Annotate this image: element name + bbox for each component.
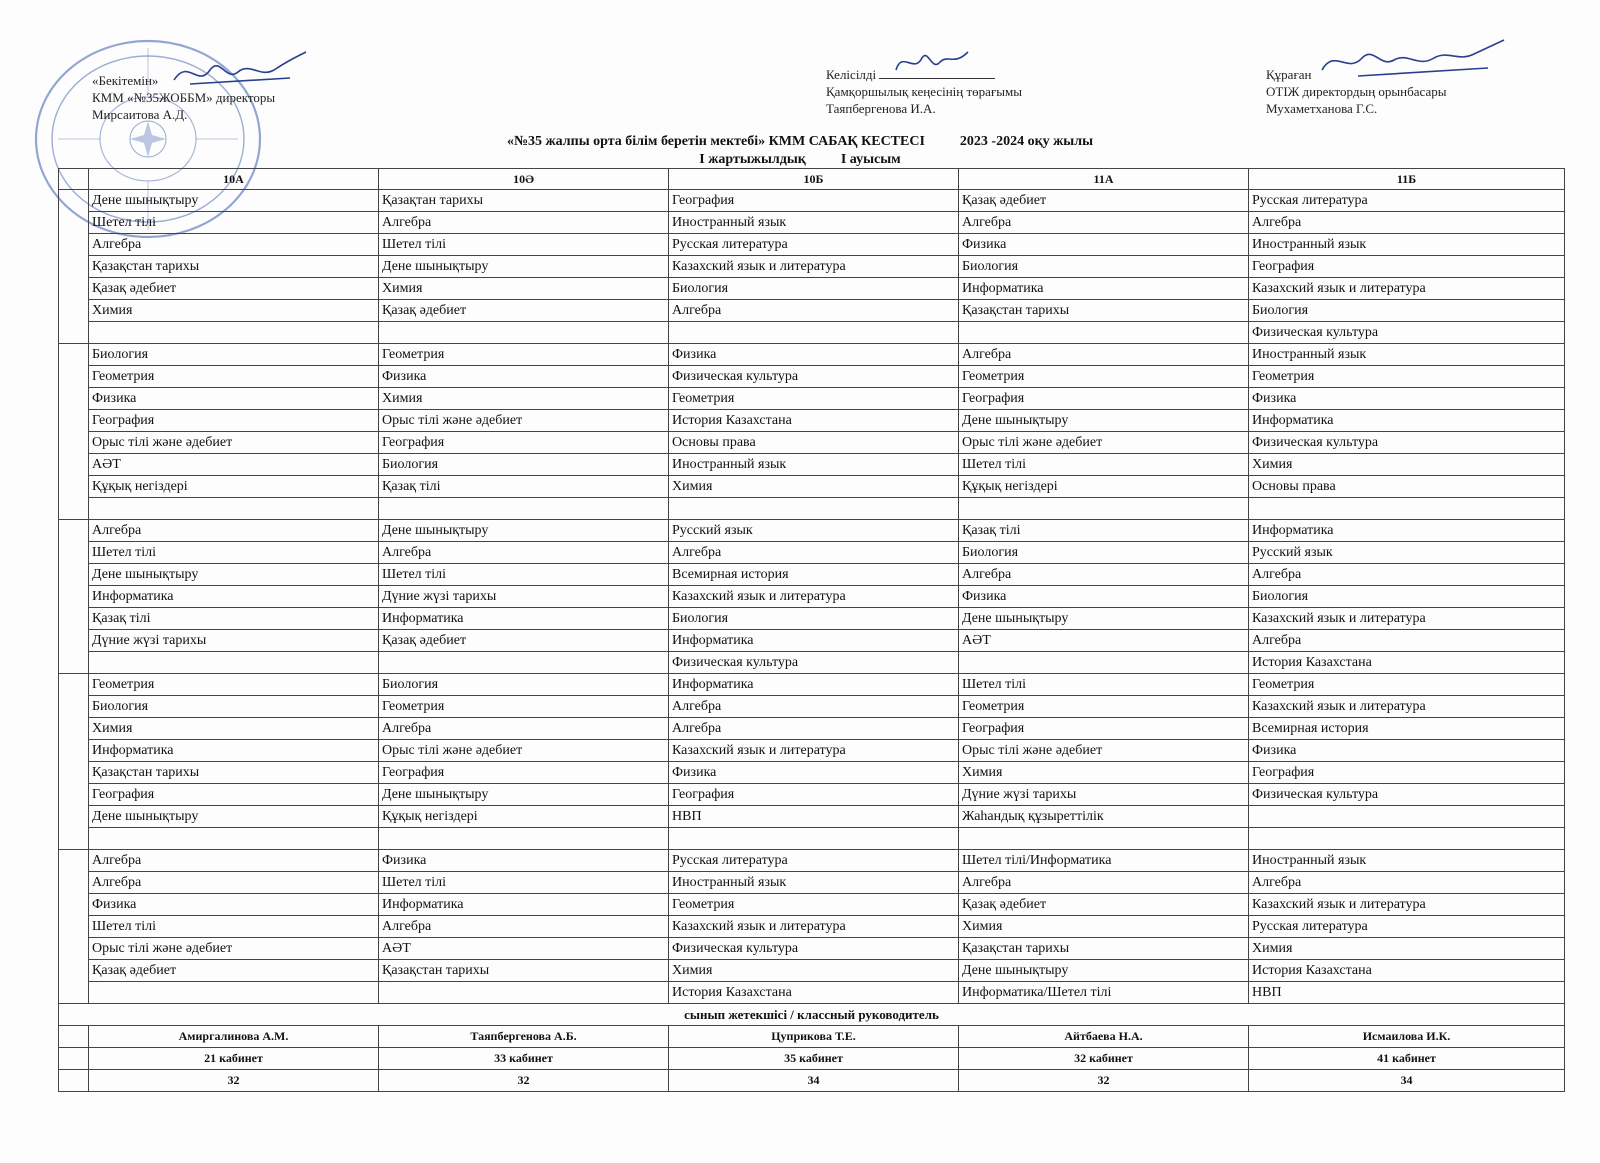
lesson-cell: Казахский язык и литература bbox=[1249, 894, 1565, 916]
director-signature bbox=[170, 48, 310, 98]
lesson-row bbox=[59, 278, 1565, 300]
lesson-row bbox=[59, 212, 1565, 234]
lesson-cell bbox=[669, 828, 959, 850]
homeroom-title-row bbox=[59, 1004, 1565, 1026]
lesson-cell: Алгебра bbox=[669, 300, 959, 322]
lesson-cell: Шетел тілі bbox=[89, 542, 379, 564]
lesson-cell: НВП bbox=[669, 806, 959, 828]
lesson-cell: Геометрия bbox=[89, 366, 379, 388]
lesson-row bbox=[59, 520, 1565, 542]
lesson-cell: Информатика bbox=[89, 740, 379, 762]
lesson-cell: Геометрия bbox=[669, 894, 959, 916]
lesson-cell: Химия bbox=[89, 300, 379, 322]
lesson-cell: Иностранный язык bbox=[669, 212, 959, 234]
lesson-row bbox=[59, 674, 1565, 696]
lesson-row bbox=[59, 828, 1565, 850]
corner-cell bbox=[59, 169, 89, 190]
approval-mid-line1: Келісілді bbox=[826, 67, 877, 82]
lesson-row bbox=[59, 190, 1565, 212]
title-year: 2023 -2024 оқу жылы bbox=[959, 134, 1094, 149]
class-header: 11Б bbox=[1249, 169, 1565, 190]
lesson-cell: Иностранный язык bbox=[1249, 850, 1565, 872]
lesson-row bbox=[59, 696, 1565, 718]
footer-counts-cell: 34 bbox=[669, 1070, 959, 1092]
lesson-cell bbox=[379, 982, 669, 1004]
approval-mid-line2: Қамқоршылық кеңесінің төрағымы bbox=[826, 84, 1022, 99]
lesson-cell: Қазақстан тарихы bbox=[89, 762, 379, 784]
footer-rooms-cell: 41 кабинет bbox=[1249, 1048, 1565, 1070]
lesson-cell: Орыс тілі және әдебиет bbox=[89, 432, 379, 454]
lesson-cell bbox=[959, 322, 1249, 344]
lesson-cell bbox=[669, 322, 959, 344]
lesson-cell: Русский язык bbox=[669, 520, 959, 542]
title-half: I жартыжылдық bbox=[699, 152, 806, 167]
lesson-cell: Дене шынықтыру bbox=[89, 190, 379, 212]
lesson-cell bbox=[959, 828, 1249, 850]
lesson-cell: Биология bbox=[89, 696, 379, 718]
lesson-cell: Химия bbox=[959, 916, 1249, 938]
footer-counts-cell: 32 bbox=[89, 1070, 379, 1092]
lesson-cell: Геометрия bbox=[959, 696, 1249, 718]
lesson-cell: Алгебра bbox=[1249, 564, 1565, 586]
lesson-cell: Қазақ әдебиет bbox=[379, 630, 669, 652]
lesson-cell: Химия bbox=[379, 388, 669, 410]
lesson-cell: Химия bbox=[669, 960, 959, 982]
lesson-cell: Алгебра bbox=[959, 212, 1249, 234]
document-title bbox=[0, 134, 1600, 150]
lesson-cell: АӘТ bbox=[379, 938, 669, 960]
lesson-cell: Казахский язык и литература bbox=[669, 586, 959, 608]
lesson-cell: Физика bbox=[89, 388, 379, 410]
lesson-cell: Алгебра bbox=[89, 520, 379, 542]
lesson-cell: АӘТ bbox=[89, 454, 379, 476]
lesson-cell: Дүние жүзі тарихы bbox=[959, 784, 1249, 806]
lesson-cell: Информатика bbox=[669, 674, 959, 696]
lesson-cell: Алгебра bbox=[379, 212, 669, 234]
lesson-row bbox=[59, 542, 1565, 564]
lesson-cell bbox=[89, 652, 379, 674]
lesson-row bbox=[59, 498, 1565, 520]
lesson-cell: Физика bbox=[379, 850, 669, 872]
lesson-cell: Казахский язык и литература bbox=[669, 916, 959, 938]
class-header: 10Ә bbox=[379, 169, 669, 190]
lesson-cell: Биология bbox=[89, 344, 379, 366]
lesson-row bbox=[59, 718, 1565, 740]
lesson-cell: Дене шынықтыру bbox=[959, 410, 1249, 432]
lesson-cell: Биология bbox=[959, 542, 1249, 564]
lesson-cell: Казахский язык и литература bbox=[669, 740, 959, 762]
lesson-cell: География bbox=[959, 718, 1249, 740]
lesson-cell: Русская литература bbox=[1249, 916, 1565, 938]
lesson-cell: Физическая культура bbox=[1249, 784, 1565, 806]
lesson-cell: Казахский язык и литература bbox=[1249, 278, 1565, 300]
council-signature bbox=[892, 44, 972, 80]
lesson-cell: География bbox=[959, 388, 1249, 410]
lesson-cell: Биология bbox=[1249, 300, 1565, 322]
lesson-cell: Дене шынықтыру bbox=[959, 960, 1249, 982]
lesson-cell: Физическая культура bbox=[669, 652, 959, 674]
lesson-cell: Алгебра bbox=[379, 542, 669, 564]
lesson-cell bbox=[379, 498, 669, 520]
lesson-cell: Орыс тілі және әдебиет bbox=[379, 410, 669, 432]
lesson-cell: Информатика bbox=[89, 586, 379, 608]
schedule-table bbox=[58, 168, 1565, 1092]
lesson-cell: Всемирная история bbox=[669, 564, 959, 586]
lesson-cell: Геометрия bbox=[379, 344, 669, 366]
deputy-signature bbox=[1318, 36, 1508, 84]
lesson-cell bbox=[959, 652, 1249, 674]
lesson-row bbox=[59, 388, 1565, 410]
lesson-cell: Геометрия bbox=[379, 696, 669, 718]
lesson-row bbox=[59, 982, 1565, 1004]
lesson-cell bbox=[1249, 498, 1565, 520]
lesson-cell: Физика bbox=[959, 586, 1249, 608]
lesson-row bbox=[59, 586, 1565, 608]
lesson-cell: Алгебра bbox=[669, 718, 959, 740]
lesson-cell: Қазақ тілі bbox=[959, 520, 1249, 542]
lesson-cell: Информатика bbox=[1249, 410, 1565, 432]
lesson-row bbox=[59, 344, 1565, 366]
lesson-row bbox=[59, 652, 1565, 674]
lesson-cell: Русская литература bbox=[669, 234, 959, 256]
lesson-cell: Информатика bbox=[379, 894, 669, 916]
lesson-cell bbox=[379, 828, 669, 850]
lesson-cell: Дене шынықтыру bbox=[379, 784, 669, 806]
lesson-cell: Алгебра bbox=[89, 850, 379, 872]
lesson-cell: Химия bbox=[379, 278, 669, 300]
lesson-cell: Қазақ әдебиет bbox=[379, 300, 669, 322]
lesson-cell: Физика bbox=[1249, 740, 1565, 762]
lesson-cell: Шетел тілі bbox=[89, 212, 379, 234]
lesson-cell: География bbox=[89, 410, 379, 432]
lesson-cell: Физика bbox=[1249, 388, 1565, 410]
footer-teachers-cell: Таяпбергенова А.Б. bbox=[379, 1026, 669, 1048]
lesson-cell: Информатика/Шетел тілі bbox=[959, 982, 1249, 1004]
lesson-cell: Биология bbox=[379, 454, 669, 476]
lesson-cell: Құқық негіздері bbox=[89, 476, 379, 498]
lesson-cell: Алгебра bbox=[89, 872, 379, 894]
lesson-cell: Қазақ тілі bbox=[89, 608, 379, 630]
lesson-row bbox=[59, 872, 1565, 894]
lesson-cell: Дене шынықтыру bbox=[89, 806, 379, 828]
lesson-cell: Орыс тілі және әдебиет bbox=[89, 938, 379, 960]
lesson-cell: Химия bbox=[959, 762, 1249, 784]
lesson-cell: География bbox=[669, 190, 959, 212]
lesson-cell: Дене шынықтыру bbox=[959, 608, 1249, 630]
day-label-cell bbox=[59, 850, 89, 1004]
lesson-cell: Всемирная история bbox=[1249, 718, 1565, 740]
lesson-cell: Алгебра bbox=[379, 718, 669, 740]
lesson-cell: Биология bbox=[1249, 586, 1565, 608]
lesson-row bbox=[59, 432, 1565, 454]
lesson-cell: Шетел тілі bbox=[959, 674, 1249, 696]
lesson-cell bbox=[1249, 806, 1565, 828]
lesson-cell: Қазақстан тарихы bbox=[379, 960, 669, 982]
lesson-cell: Иностранный язык bbox=[1249, 234, 1565, 256]
footer-counts-cell: 34 bbox=[1249, 1070, 1565, 1092]
lesson-cell bbox=[379, 652, 669, 674]
lesson-cell: Қазақ әдебиет bbox=[959, 190, 1249, 212]
lesson-cell: Қазақстан тарихы bbox=[959, 300, 1249, 322]
lesson-row bbox=[59, 938, 1565, 960]
lesson-cell: Геометрия bbox=[959, 366, 1249, 388]
lesson-cell: Биология bbox=[959, 256, 1249, 278]
lesson-row bbox=[59, 564, 1565, 586]
lesson-cell: Информатика bbox=[1249, 520, 1565, 542]
lesson-cell: Иностранный язык bbox=[669, 872, 959, 894]
day-label-cell bbox=[59, 344, 89, 520]
lesson-row bbox=[59, 806, 1565, 828]
lesson-cell: Шетел тілі bbox=[379, 872, 669, 894]
lesson-cell bbox=[89, 828, 379, 850]
lesson-row bbox=[59, 784, 1565, 806]
day-label-cell bbox=[59, 674, 89, 850]
lesson-cell: Орыс тілі және әдебиет bbox=[379, 740, 669, 762]
lesson-cell: Биология bbox=[669, 608, 959, 630]
title-school: «№35 жалпы орта білім беретін мектебі» bbox=[506, 134, 766, 149]
lesson-cell: Геометрия bbox=[669, 388, 959, 410]
lesson-row bbox=[59, 410, 1565, 432]
lesson-cell: Дүние жүзі тарихы bbox=[379, 586, 669, 608]
lesson-cell: География bbox=[1249, 256, 1565, 278]
lesson-cell: Қазақ әдебиет bbox=[89, 278, 379, 300]
lesson-cell bbox=[89, 982, 379, 1004]
class-header-row bbox=[59, 169, 1565, 190]
footer-counts-cell: 32 bbox=[959, 1070, 1249, 1092]
approval-right-line3: Мухаметханова Г.С. bbox=[1266, 101, 1378, 116]
lesson-row bbox=[59, 894, 1565, 916]
lesson-cell: Биология bbox=[669, 278, 959, 300]
approval-left-line3: Мирсаитова А.Д. bbox=[92, 107, 188, 122]
lesson-cell: История Казахстана bbox=[1249, 960, 1565, 982]
lesson-cell: География bbox=[669, 784, 959, 806]
lesson-cell: АӘТ bbox=[959, 630, 1249, 652]
footer-teachers-cell: Амиргалинова А.М. bbox=[89, 1026, 379, 1048]
footer-blank-cell bbox=[59, 1048, 89, 1070]
document-subtitle bbox=[0, 152, 1600, 168]
lesson-cell bbox=[89, 498, 379, 520]
footer-teachers-row bbox=[59, 1026, 1565, 1048]
lesson-row bbox=[59, 630, 1565, 652]
lesson-cell: Геометрия bbox=[89, 674, 379, 696]
day-label-cell bbox=[59, 520, 89, 674]
lesson-cell: Қазақ әдебиет bbox=[959, 894, 1249, 916]
lesson-cell: Алгебра bbox=[1249, 630, 1565, 652]
lesson-cell: Құқық негіздері bbox=[379, 806, 669, 828]
class-header: 11А bbox=[959, 169, 1249, 190]
lesson-cell: Физическая культура bbox=[1249, 322, 1565, 344]
lesson-cell: Алгебра bbox=[669, 542, 959, 564]
footer-rooms-cell: 35 кабинет bbox=[669, 1048, 959, 1070]
lesson-cell: Дене шынықтыру bbox=[379, 520, 669, 542]
lesson-cell: Химия bbox=[1249, 938, 1565, 960]
lesson-cell: Алгебра bbox=[669, 696, 959, 718]
lesson-row bbox=[59, 366, 1565, 388]
lesson-row bbox=[59, 300, 1565, 322]
lesson-cell: Физика bbox=[379, 366, 669, 388]
footer-rooms-row bbox=[59, 1048, 1565, 1070]
lesson-cell: Қазақтан тарихы bbox=[379, 190, 669, 212]
lesson-row bbox=[59, 476, 1565, 498]
title-shift: I ауысым bbox=[840, 152, 901, 167]
lesson-cell: Химия bbox=[1249, 454, 1565, 476]
day-label-cell bbox=[59, 190, 89, 344]
lesson-cell: Қазақ тілі bbox=[379, 476, 669, 498]
approval-right-line1: Құраған bbox=[1266, 67, 1312, 82]
lesson-cell: Русская литература bbox=[1249, 190, 1565, 212]
lesson-cell: География bbox=[89, 784, 379, 806]
lesson-cell: История Казахстана bbox=[669, 982, 959, 1004]
lesson-cell: Шетел тілі bbox=[89, 916, 379, 938]
lesson-cell: Иностранный язык bbox=[1249, 344, 1565, 366]
approval-mid-line3: Таяпбергенова И.А. bbox=[826, 101, 936, 116]
lesson-cell: Физика bbox=[89, 894, 379, 916]
lesson-cell: Шетел тілі bbox=[379, 234, 669, 256]
lesson-cell: История Казахстана bbox=[1249, 652, 1565, 674]
homeroom-title: сынып жетекшісі / классный руководитель bbox=[59, 1004, 1565, 1026]
lesson-cell: История Казахстана bbox=[669, 410, 959, 432]
class-header: 10А bbox=[89, 169, 379, 190]
lesson-cell: Физика bbox=[959, 234, 1249, 256]
lesson-cell: Алгебра bbox=[959, 872, 1249, 894]
approval-right-line2: ОТІЖ директордың орынбасары bbox=[1266, 84, 1447, 99]
lesson-cell: НВП bbox=[1249, 982, 1565, 1004]
footer-rooms-cell: 21 кабинет bbox=[89, 1048, 379, 1070]
lesson-cell: Қазақ әдебиет bbox=[89, 960, 379, 982]
lesson-cell: Алгебра bbox=[1249, 212, 1565, 234]
lesson-cell: Жаһандық құзыреттілік bbox=[959, 806, 1249, 828]
lesson-cell: Құқық негіздері bbox=[959, 476, 1249, 498]
lesson-cell: Шетел тілі/Информатика bbox=[959, 850, 1249, 872]
lesson-cell: Физическая культура bbox=[1249, 432, 1565, 454]
lesson-cell: География bbox=[1249, 762, 1565, 784]
lesson-cell: Казахский язык и литература bbox=[1249, 608, 1565, 630]
lesson-cell: Химия bbox=[669, 476, 959, 498]
lesson-cell: Алгебра bbox=[959, 564, 1249, 586]
lesson-cell: Геометрия bbox=[1249, 674, 1565, 696]
footer-blank-cell bbox=[59, 1070, 89, 1092]
lesson-cell: Алгебра bbox=[1249, 872, 1565, 894]
approval-left-line1: «Бекітемін» bbox=[92, 73, 159, 88]
lesson-row bbox=[59, 234, 1565, 256]
lesson-row bbox=[59, 256, 1565, 278]
footer-teachers-cell: Исмаилова И.К. bbox=[1249, 1026, 1565, 1048]
lesson-cell: Русский язык bbox=[1249, 542, 1565, 564]
lesson-row bbox=[59, 740, 1565, 762]
lesson-cell: Орыс тілі және әдебиет bbox=[959, 740, 1249, 762]
lesson-cell: Казахский язык и литература bbox=[669, 256, 959, 278]
approval-left-line2: КММ «№35ЖОББМ» директоры bbox=[92, 90, 276, 105]
lesson-cell: Физика bbox=[669, 344, 959, 366]
lesson-cell: Шетел тілі bbox=[959, 454, 1249, 476]
lesson-cell: Шетел тілі bbox=[379, 564, 669, 586]
lesson-cell: Қазақстан тарихы bbox=[89, 256, 379, 278]
lesson-cell: Информатика bbox=[669, 630, 959, 652]
lesson-row bbox=[59, 960, 1565, 982]
lesson-cell: Физическая культура bbox=[669, 366, 959, 388]
lesson-cell: Алгебра bbox=[379, 916, 669, 938]
footer-counts-row bbox=[59, 1070, 1565, 1092]
lesson-cell: Алгебра bbox=[959, 344, 1249, 366]
lesson-cell: География bbox=[379, 432, 669, 454]
lesson-cell: География bbox=[379, 762, 669, 784]
lesson-cell: Казахский язык и литература bbox=[1249, 696, 1565, 718]
footer-rooms-cell: 33 кабинет bbox=[379, 1048, 669, 1070]
footer-teachers-cell: Цуприкова Т.Е. bbox=[669, 1026, 959, 1048]
lesson-cell: Орыс тілі және әдебиет bbox=[959, 432, 1249, 454]
lesson-row bbox=[59, 608, 1565, 630]
lesson-cell: Основы права bbox=[669, 432, 959, 454]
footer-blank-cell bbox=[59, 1026, 89, 1048]
title-schedule: КММ САБАҚ КЕСТЕСІ bbox=[768, 134, 925, 149]
lesson-cell: Физическая культура bbox=[669, 938, 959, 960]
lesson-cell: Физика bbox=[669, 762, 959, 784]
lesson-row bbox=[59, 322, 1565, 344]
lesson-cell: Алгебра bbox=[89, 234, 379, 256]
lesson-cell bbox=[669, 498, 959, 520]
lesson-cell: Информатика bbox=[379, 608, 669, 630]
lesson-cell: Дене шынықтыру bbox=[89, 564, 379, 586]
class-header: 10Б bbox=[669, 169, 959, 190]
lesson-row bbox=[59, 916, 1565, 938]
lesson-cell bbox=[1249, 828, 1565, 850]
lesson-cell: Дене шынықтыру bbox=[379, 256, 669, 278]
lesson-cell: Основы права bbox=[1249, 476, 1565, 498]
footer-rooms-cell: 32 кабинет bbox=[959, 1048, 1249, 1070]
lesson-cell: Русская литература bbox=[669, 850, 959, 872]
lesson-cell: Химия bbox=[89, 718, 379, 740]
lesson-cell: Биология bbox=[379, 674, 669, 696]
lesson-cell: Иностранный язык bbox=[669, 454, 959, 476]
lesson-cell bbox=[379, 322, 669, 344]
lesson-cell: Дүние жүзі тарихы bbox=[89, 630, 379, 652]
lesson-cell: Қазақстан тарихы bbox=[959, 938, 1249, 960]
footer-counts-cell: 32 bbox=[379, 1070, 669, 1092]
lesson-cell: Информатика bbox=[959, 278, 1249, 300]
lesson-row bbox=[59, 850, 1565, 872]
lesson-row bbox=[59, 454, 1565, 476]
lesson-cell bbox=[959, 498, 1249, 520]
footer-teachers-cell: Айтбаева Н.А. bbox=[959, 1026, 1249, 1048]
lesson-cell bbox=[89, 322, 379, 344]
lesson-row bbox=[59, 762, 1565, 784]
lesson-cell: Геометрия bbox=[1249, 366, 1565, 388]
